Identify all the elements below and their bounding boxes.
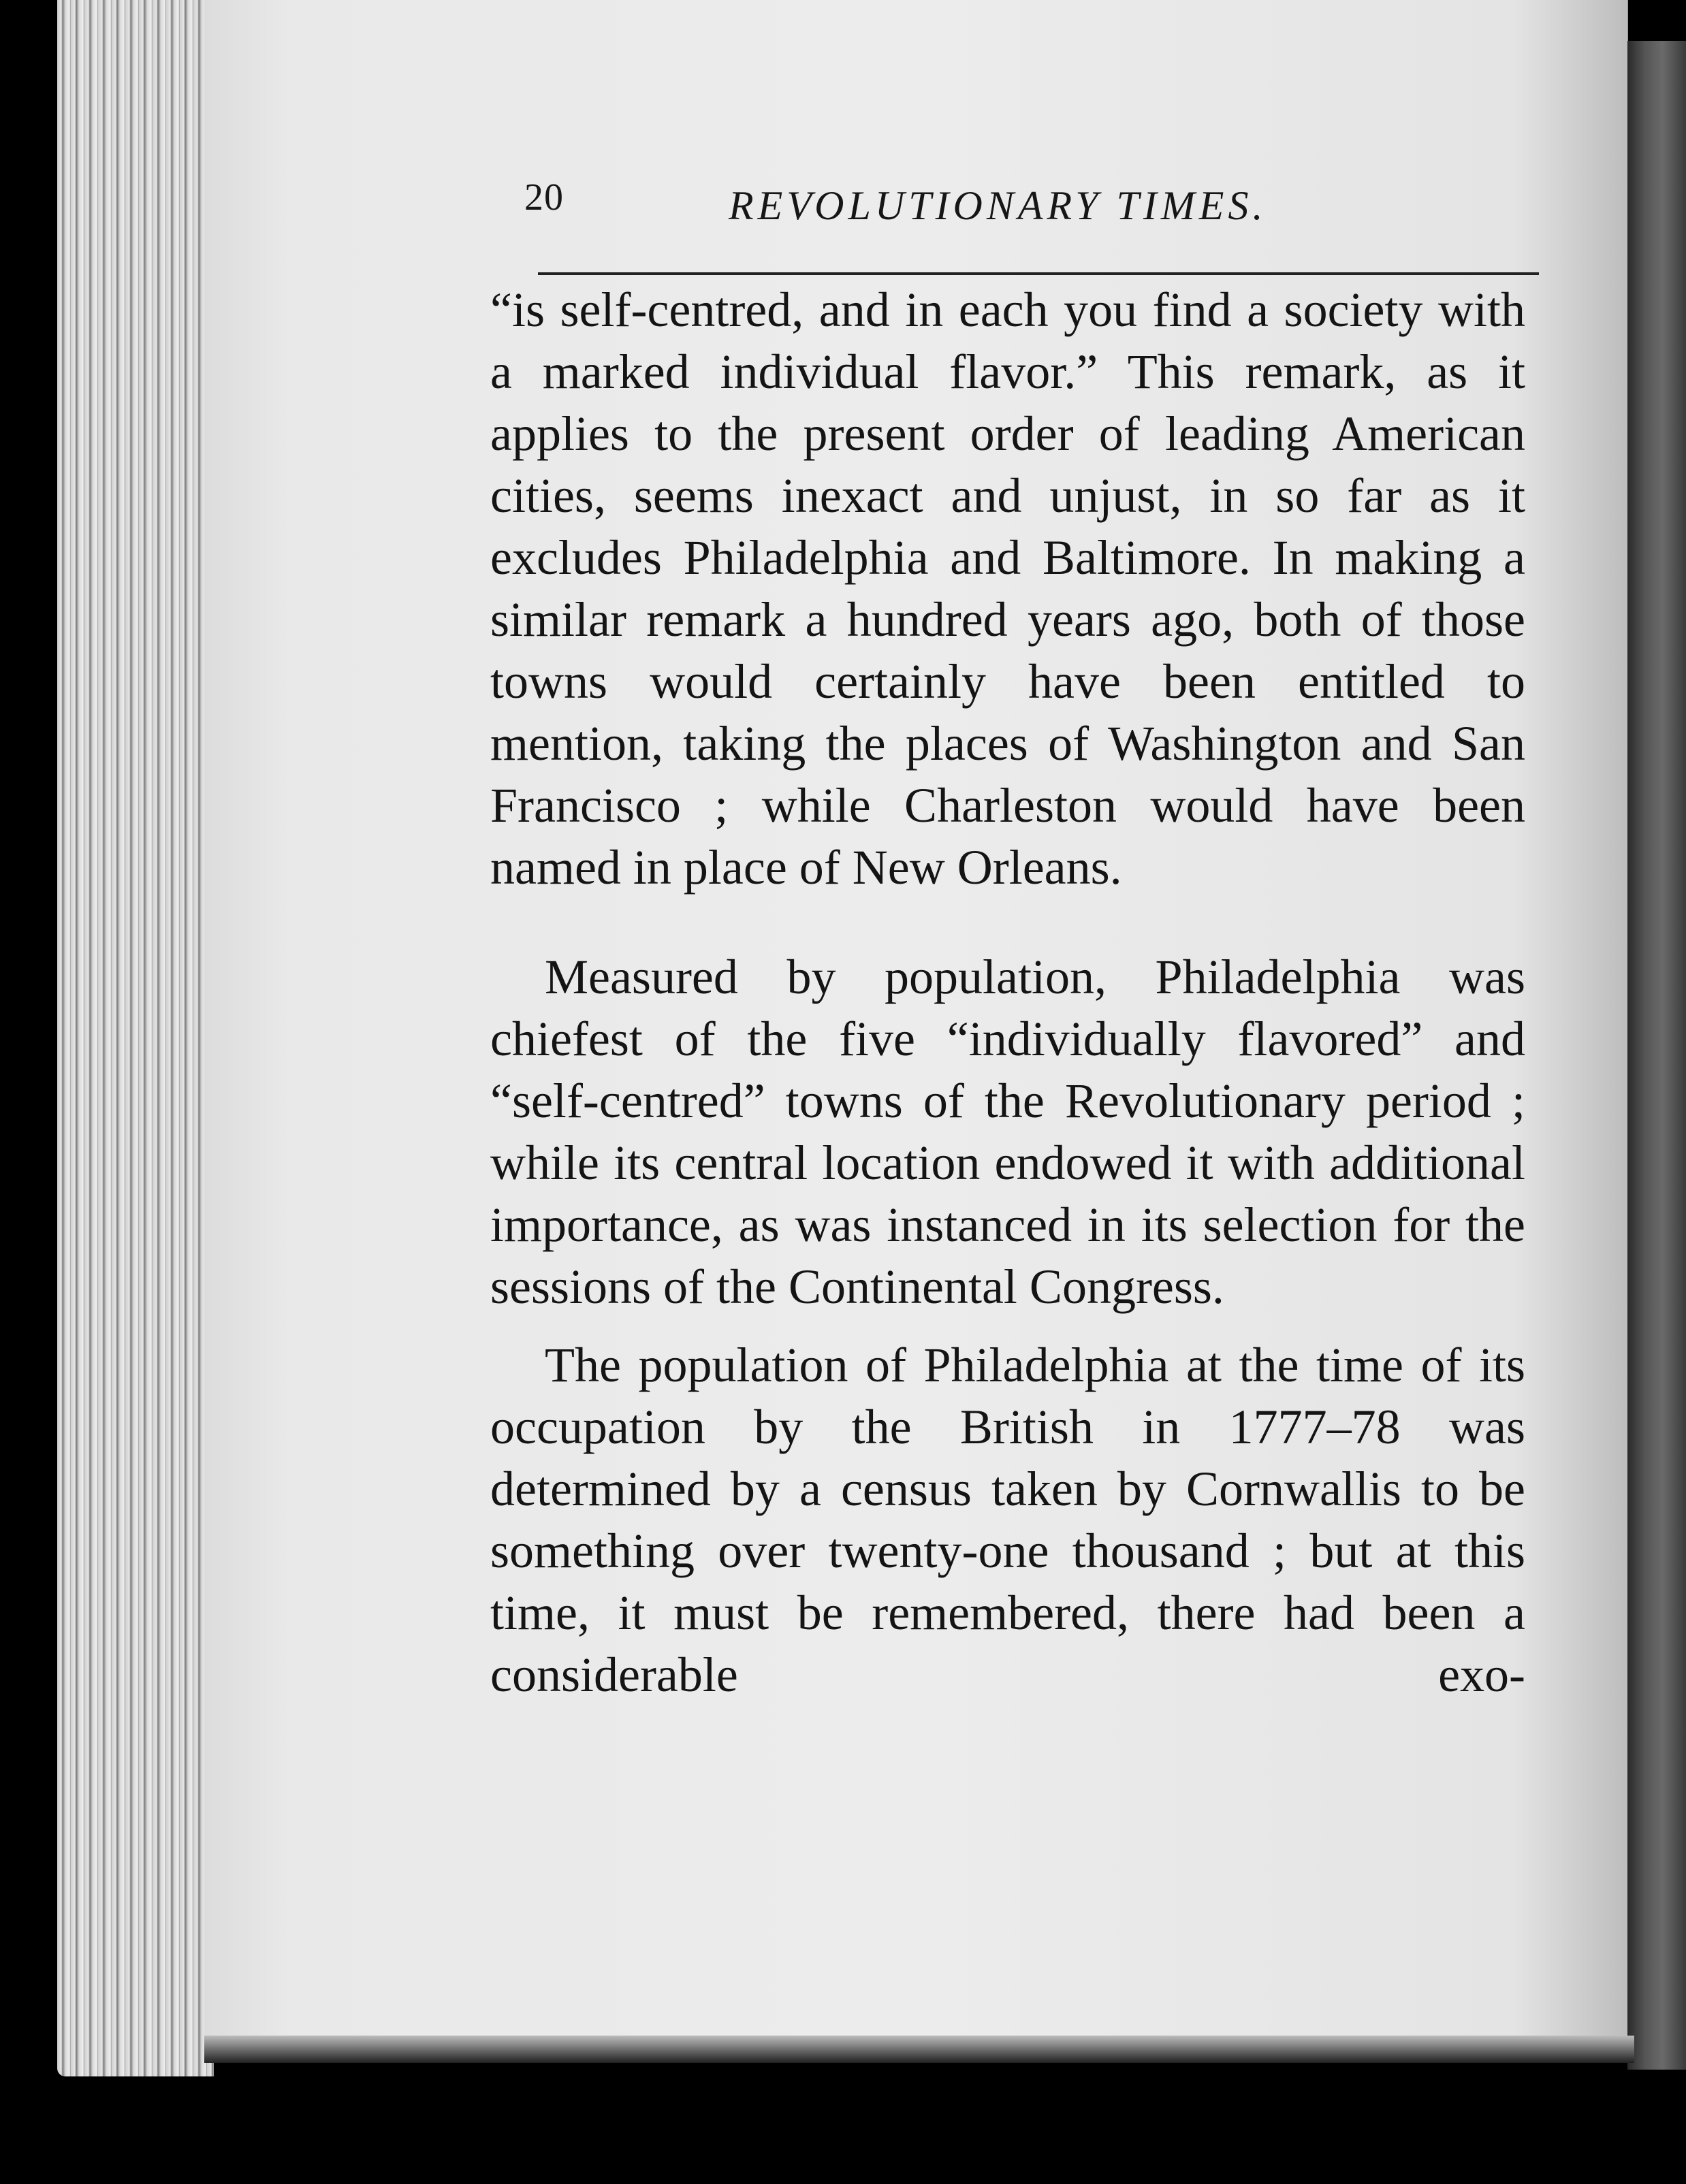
paragraph-continuation: “is self-centred, and in each you find a society with a marked individual flavor.” This remark, as it applies to the present order of leading American cities, seems inexact and unjust, in so far as it excludes Philadelphia and Baltimore. In making a similar remark a hundred years ago, both of those towns would certainly have been entitled to mention, taking the places of Washington and San Francisco ; while Charleston would have been named in place of New Orleans. — [490, 283, 1525, 895]
paragraph-break — [490, 899, 1525, 946]
paragraph-population: Measured by population, Philadelphia was chiefest of the five “individually flavored” and “self-centred” towns of the Revolutionary period ; while its central location endowed it with additional importance, as was instanced in its selection for the sessions of the Continental Congress. — [490, 950, 1525, 1314]
paragraph-break — [490, 1318, 1525, 1334]
running-head — [524, 170, 1532, 238]
page-number: 20 — [524, 176, 564, 219]
page-gutter-shadow — [1627, 41, 1686, 2070]
running-title: REVOLUTIONARY TIMES. — [729, 183, 1267, 228]
body-text — [490, 279, 1525, 1706]
paragraph-census: The population of Philadelphia at the time of its occupation by the British in 1777–78 was determined by a census taken by Cornwallis to be something over twenty-one thousand ; but at this time, it must be remembered, there had been a considerable exo- — [490, 1338, 1525, 1702]
header-rule — [538, 272, 1539, 275]
page-bottom-shadow — [204, 2036, 1634, 2063]
stacked-page-edges — [57, 0, 214, 2076]
